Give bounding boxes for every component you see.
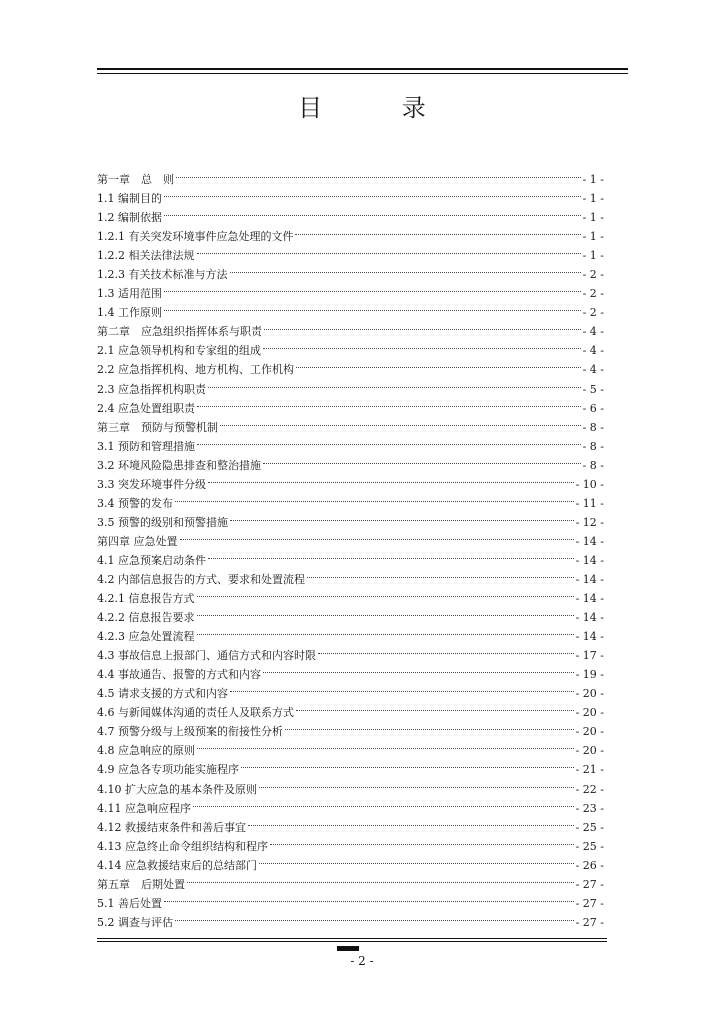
toc-entry-page: - 14 - (575, 611, 604, 625)
footer-rule-thin (97, 941, 607, 942)
toc-entry-label: 1.4 工作原则 (97, 306, 162, 320)
toc-entry-page: - 4 - (582, 344, 604, 358)
toc-entry-label: 3.3 突发环境事件分级 (97, 477, 206, 491)
toc-entry-label: 4.8 应急响应的原则 (97, 744, 195, 758)
toc-entry-page: - 12 - (575, 515, 604, 529)
header-rule (97, 68, 628, 70)
toc-entry-page: - 20 - (575, 687, 604, 701)
toc-dot-leader (241, 748, 574, 768)
page-title: 目 录 (298, 94, 462, 122)
toc-entry-label: 1.2 编制依据 (97, 211, 162, 225)
toc-entry-page: - 1 - (582, 192, 604, 206)
header-rule-thin (97, 73, 628, 74)
toc-entry-page: - 1 - (582, 211, 604, 225)
toc-entry-label: 4.9 应急各专项功能实施程序 (97, 763, 239, 777)
toc-dot-leader (230, 672, 574, 692)
toc-entry-page: - 19 - (575, 668, 604, 682)
toc-entry-label: 4.2.1 信息报告方式 (97, 592, 195, 606)
toc-entry-label: 4.14 应急救援结束后的总结部门 (97, 858, 257, 872)
toc-dot-leader (175, 482, 574, 502)
toc-entry-label: 4.2.3 应急处置流程 (97, 630, 195, 644)
toc-dot-leader (270, 825, 574, 845)
toc-entry-page: - 8 - (582, 439, 604, 453)
toc-entry-label: 5.1 善后处置 (97, 896, 162, 910)
toc-dot-leader (197, 387, 581, 407)
toc-entry-page: - 14 - (575, 630, 604, 644)
toc-entry-label: 第五章 后期处置 (97, 877, 185, 891)
toc-dot-leader (197, 577, 574, 597)
toc-dot-leader (208, 539, 574, 559)
toc-entry-label: 第一章 总 则 (97, 173, 174, 186)
toc-entry-label: 2.3 应急指挥机构职责 (97, 382, 206, 396)
toc-entry-page: - 14 - (575, 534, 604, 548)
toc-entry-page: - 11 - (575, 496, 604, 510)
toc-entry-label: 4.2 内部信息报告的方式、要求和处置流程 (97, 572, 305, 586)
toc-entry-label: 4.5 请求支援的方式和内容 (97, 687, 228, 701)
toc-dot-leader (197, 596, 574, 616)
toc-dot-leader (193, 787, 574, 807)
toc-entry-label: 1.2.3 有关技术标准与方法 (97, 268, 228, 282)
page-number: - 2 - (350, 954, 374, 968)
toc-dot-leader (220, 406, 581, 426)
toc-entry-label: 4.11 应急响应程序 (97, 801, 191, 815)
toc-dot-leader (248, 806, 574, 826)
toc-dot-leader (208, 368, 581, 388)
toc-entry-label: 4.13 应急终止命令组织结构和程序 (97, 839, 268, 853)
toc-entry-label: 1.1 编制目的 (97, 192, 162, 206)
toc-dot-leader (197, 425, 581, 445)
toc-entry-page: - 21 - (575, 763, 604, 777)
toc-entry-label: 4.2.2 信息报告要求 (97, 611, 195, 625)
toc-dot-leader (164, 196, 581, 216)
toc-dot-leader (259, 844, 574, 864)
toc-entry-page: - 4 - (582, 363, 604, 377)
toc-entry-page: - 14 - (575, 553, 604, 567)
toc-entry-page: - 2 - (582, 306, 604, 320)
toc-entry-page: - 1 - (582, 173, 604, 186)
toc-dot-leader (175, 901, 574, 921)
toc-entry-label: 1.2.2 相关法律法规 (97, 249, 195, 263)
toc-entry-page: - 8 - (582, 420, 604, 434)
toc-entry-label: 4.7 预警分级与上级预案的衔接性分析 (97, 725, 283, 739)
toc-entry-label: 第四章 应急处置 (97, 534, 178, 548)
toc-entry-page: - 20 - (575, 706, 604, 720)
toc-entry-page: - 17 - (575, 649, 604, 663)
toc-entry[interactable] (97, 906, 604, 929)
toc-entry-page: - 4 - (582, 325, 604, 339)
toc-entry-page: - 27 - (575, 896, 604, 910)
toc-entry-page: - 26 - (575, 858, 604, 872)
toc-dot-leader (176, 158, 581, 178)
toc-entry-label: 3.1 预防和管理措施 (97, 439, 195, 453)
toc-entry-page: - 20 - (575, 744, 604, 758)
toc-entry-page: - 14 - (575, 592, 604, 606)
toc-entry-label: 第二章 应急组织指挥体系与职责 (97, 325, 262, 339)
toc-dot-leader (296, 348, 581, 368)
toc-entry-label: 4.3 事故信息上报部门、通信方式和内容时限 (97, 649, 316, 663)
table-of-contents (97, 163, 604, 929)
toc-entry-label: 3.4 预警的发布 (97, 496, 173, 510)
toc-entry-label: 2.4 应急处置组职责 (97, 401, 195, 415)
toc-dot-leader (263, 653, 574, 673)
toc-dot-leader (164, 882, 574, 902)
toc-entry-label: 第三章 预防与预警机制 (97, 420, 218, 434)
toc-dot-leader (164, 272, 581, 292)
toc-dot-leader (318, 634, 574, 654)
toc-entry-page: - 14 - (575, 572, 604, 586)
toc-entry-label: 4.10 扩大应急的基本条件及原则 (97, 782, 257, 796)
toc-dot-leader (180, 520, 574, 540)
toc-dot-leader (164, 291, 581, 311)
toc-entry-page: - 27 - (575, 877, 604, 891)
toc-dot-leader (285, 710, 574, 730)
toc-dot-leader (295, 215, 580, 235)
toc-dot-leader (164, 177, 581, 197)
toc-dot-leader (197, 615, 574, 635)
toc-dot-leader (307, 558, 574, 578)
toc-entry-page: - 6 - (582, 401, 604, 415)
toc-dot-leader (208, 463, 574, 483)
toc-entry-page: - 27 - (575, 915, 604, 929)
toc-dot-leader (263, 329, 581, 349)
toc-entry-page: - 25 - (575, 839, 604, 853)
toc-entry-label: 2.1 应急领导机构和专家组的组成 (97, 344, 261, 358)
toc-entry-label: 4.6 与新闻媒体沟通的责任人及联系方式 (97, 706, 294, 720)
toc-entry-page: - 5 - (582, 382, 604, 396)
toc-dot-leader (230, 501, 574, 521)
toc-entry-label: 3.5 预警的级别和预警措施 (97, 515, 228, 529)
toc-entry-label: 5.2 调查与评估 (97, 915, 173, 929)
toc-entry-label: 4.4 事故通告、报警的方式和内容 (97, 668, 261, 682)
toc-dot-leader (230, 253, 581, 273)
toc-entry-label: 1.2.1 有关突发环境事件应急处理的文件 (97, 230, 294, 244)
toc-dot-leader (264, 310, 581, 330)
footer-rule (97, 938, 607, 939)
toc-entry-label: 4.12 救援结束条件和善后事宜 (97, 820, 246, 834)
toc-entry-page: - 10 - (575, 477, 604, 491)
toc-entry-page: - 23 - (575, 801, 604, 815)
page-mark-bar (337, 946, 359, 951)
toc-dot-leader (187, 863, 574, 883)
toc-dot-leader (296, 691, 574, 711)
toc-entry-page: - 25 - (575, 820, 604, 834)
toc-entry-page: - 8 - (582, 458, 604, 472)
toc-entry-label: 1.3 适用范围 (97, 287, 162, 301)
toc-entry-page: - 2 - (582, 287, 604, 301)
toc-entry-label: 2.2 应急指挥机构、地方机构、工作机构 (97, 363, 294, 377)
toc-dot-leader (263, 444, 581, 464)
toc-dot-leader (259, 768, 574, 788)
toc-entry-label: 3.2 环境风险隐患排查和整治措施 (97, 458, 261, 472)
toc-entry-page: - 22 - (575, 782, 604, 796)
toc-entry-page: - 1 - (582, 230, 604, 244)
toc-entry-page: - 20 - (575, 725, 604, 739)
toc-entry-label: 4.1 应急预案启动条件 (97, 553, 206, 567)
toc-entry-page: - 1 - (582, 249, 604, 263)
toc-entry-page: - 2 - (582, 268, 604, 282)
toc-dot-leader (197, 234, 581, 254)
toc-dot-leader (197, 729, 574, 749)
